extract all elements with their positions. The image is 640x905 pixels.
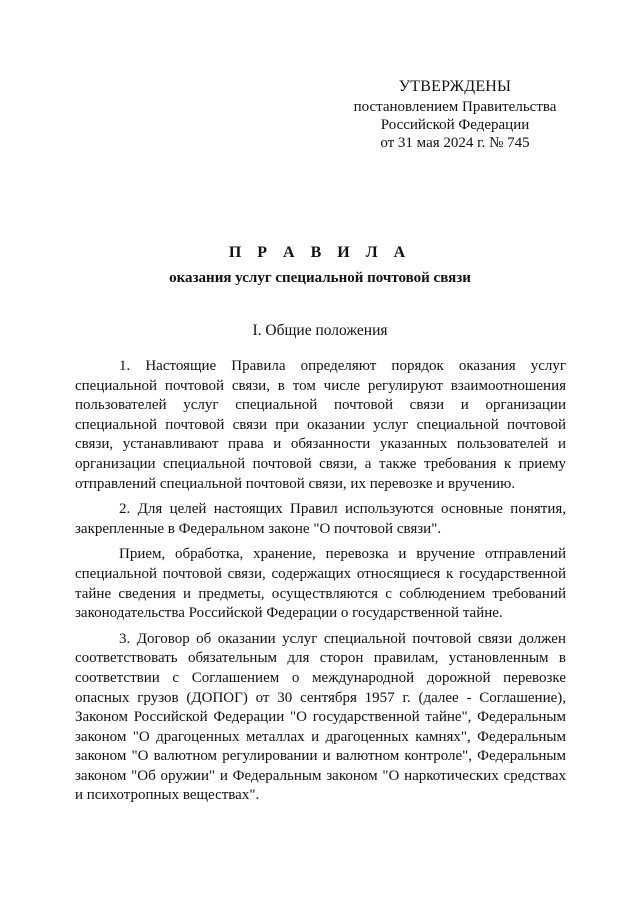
section-heading: I. Общие положения — [252, 322, 388, 339]
paragraph-3: 3. Договор об оказании услуг специальной почтовой связи должен соответствовать обязательным для сторон правилам, установленным в соответствии с Соглашением о международной дорожной перевозке опасных грузов (ДОПОГ) от 30 сентября 1957 г. (далее - Соглашение), Законом Российской Федерации "О государственной тайне", Федеральным законом "О драгоценных металлах и драгоценных камнях", Федеральным законом "О валютном регулировании и валютном контроле", Федеральным законом "Об оружии" и Федеральным законом "О наркотических средствах и психотропных веществах". — [75, 630, 566, 804]
approval-line-2: Российской Федерации — [380, 117, 530, 133]
document-body — [75, 357, 566, 806]
paragraph-2-continued: Прием, обработка, хранение, перевозка и вручение отправлений специальной почтовой связи, содержащих относящиеся к государственной тайне сведения и предметы, осуществляются с соблюдением требований законодательства Российской Федерации о государственной тайне. — [75, 546, 566, 622]
document-title: П Р А В И Л А — [228, 244, 412, 261]
document-subtitle: оказания услуг специальной почтовой связи — [169, 270, 471, 286]
approval-stamp — [330, 78, 580, 152]
approval-line-1: постановлением Правительства — [353, 99, 557, 115]
paragraph-1: 1. Настоящие Правила определяют порядок оказания услуг специальной почтовой связи, в том числе регулируют взаимоотношения пользователей услуг специальной почтовой связи и организации специальной почтовой связи при оказании услуг специальной почтовой связи, устанавливают права и обязанности указанных пользователей и организации специальной почтовой связи, а также требования к приему отправлений специальной почтовой связи, их перевозке и вручению. — [75, 358, 566, 492]
approval-heading: УТВЕРЖДЕНЫ — [398, 78, 512, 95]
paragraph-2: 2. Для целей настоящих Правил используются основные понятия, закрепленные в Федеральном законе "О почтовой связи". — [75, 501, 566, 537]
approval-line-3: от 31 мая 2024 г. № 745 — [380, 135, 530, 151]
